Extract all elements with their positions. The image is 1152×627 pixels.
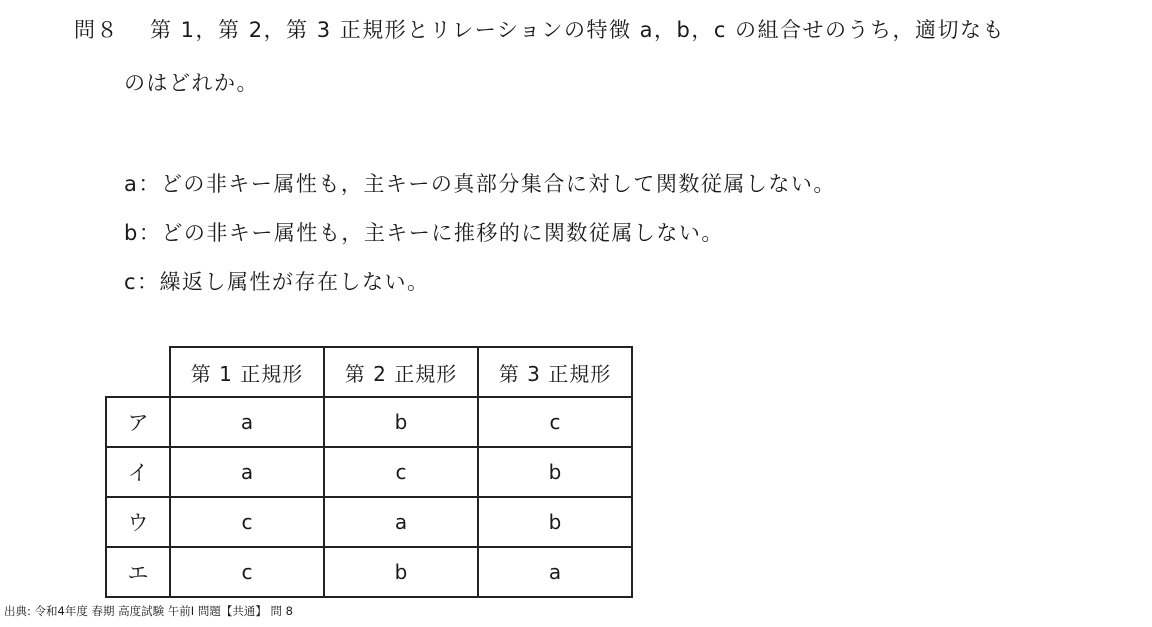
choice-label: ウ	[106, 497, 170, 547]
answer-table	[105, 346, 633, 598]
feature-text: 繰返し属性が存在しない。	[159, 270, 430, 294]
table-header-row	[106, 347, 632, 397]
table-corner-cell	[106, 347, 170, 397]
choice-label: イ	[106, 447, 170, 497]
choice-label: ア	[106, 397, 170, 447]
source-citation: 出典: 令和4年度 春期 高度試験 午前I 問題【共通】 問 8	[4, 604, 293, 618]
table-cell: b	[324, 547, 478, 597]
table-cell: a	[170, 447, 324, 497]
question-number: 問８	[74, 18, 119, 42]
table-cell: b	[324, 397, 478, 447]
header-3nf: 第 3 正規形	[478, 347, 632, 397]
table-cell: a	[478, 547, 632, 597]
table-cell: c	[324, 447, 478, 497]
feature-c	[124, 266, 430, 296]
table-row-e	[106, 547, 632, 597]
feature-key: c：	[124, 270, 160, 294]
feature-key: b：	[124, 221, 162, 245]
table-cell: b	[478, 497, 632, 547]
table-cell: c	[170, 497, 324, 547]
table-cell: c	[478, 397, 632, 447]
header-2nf: 第 2 正規形	[324, 347, 478, 397]
question-stem-part-2: のはどれか。	[124, 71, 259, 95]
feature-b	[124, 217, 724, 247]
feature-text: どの非キー属性も，主キーに推移的に関数従属しない。	[161, 221, 724, 245]
table-row-a	[106, 397, 632, 447]
question-stem-part-1: 第 1，第 2，第 3 正規形とリレーションの特徴 a，b，c の組合せのうち，適切なも	[150, 18, 1006, 42]
table-cell: a	[324, 497, 478, 547]
feature-a	[124, 168, 836, 198]
feature-text: どの非キー属性も，主キーの真部分集合に対して関数従属しない。	[160, 172, 836, 196]
question-line-1	[74, 14, 1005, 44]
table-cell: c	[170, 547, 324, 597]
table-row-u	[106, 497, 632, 547]
table-cell: a	[170, 397, 324, 447]
table-row-i	[106, 447, 632, 497]
header-1nf: 第 1 正規形	[170, 347, 324, 397]
table-cell: b	[478, 447, 632, 497]
feature-key: a：	[124, 172, 161, 196]
choice-label: エ	[106, 547, 170, 597]
